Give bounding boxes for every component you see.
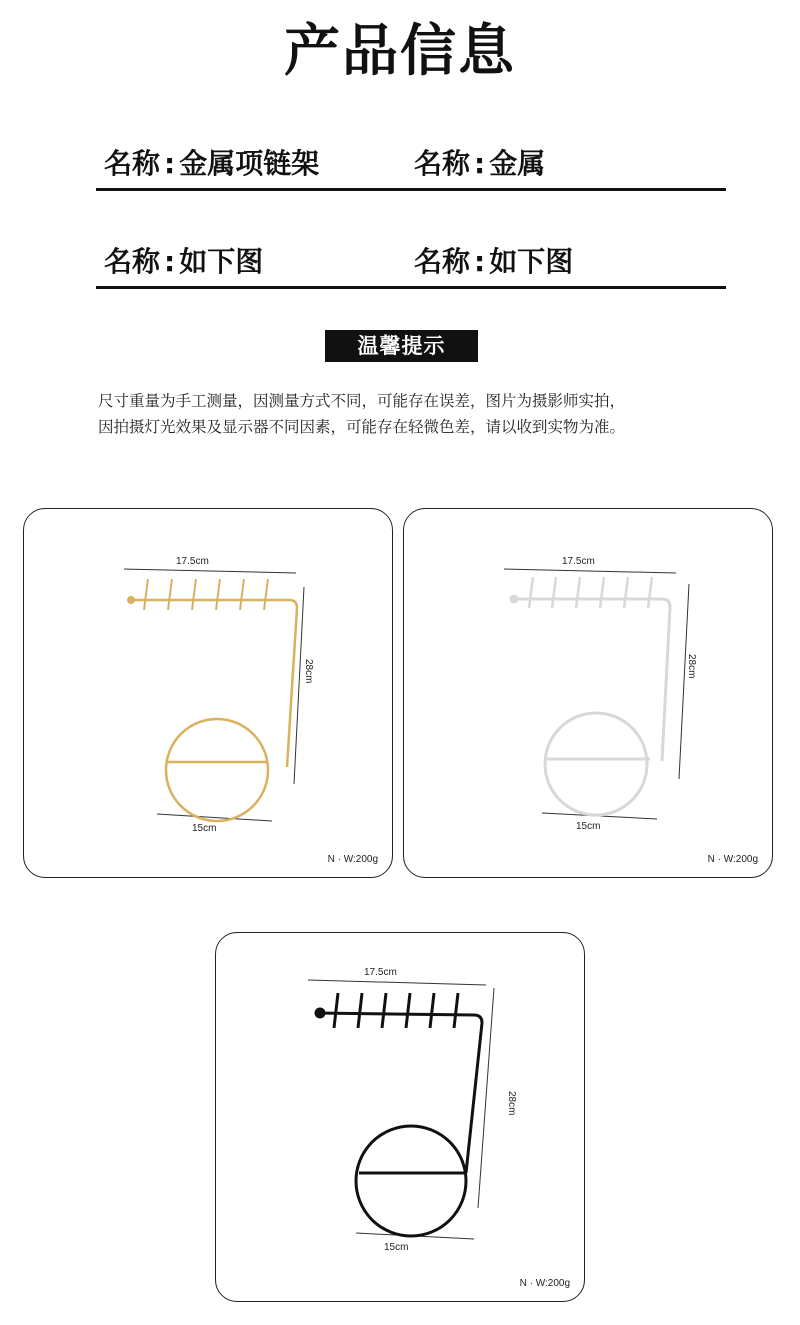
info-cell-material [414,144,545,184]
height-dimension [478,988,517,1208]
width-label: 17.5cm [176,556,209,567]
info-label: 名称 [414,245,471,278]
necklace-stand-illustration [404,509,774,879]
notice-text [98,388,738,440]
necklace-stand-illustration [216,933,586,1303]
net-weight: N · W:200g [707,854,758,865]
width-label: 17.5cm [364,967,397,978]
tip-badge: 温馨提示 [325,330,478,362]
info-value: 如下图 [179,245,264,278]
info-cell-name [104,144,319,184]
info-separator: : [164,245,176,278]
notice-line-2: 因拍摄灯光效果及显示器不同因素，可能存在轻微色差，请以收到实物为准。 [98,418,626,436]
width-dimension [124,556,296,573]
product-card-gold [23,508,393,878]
height-dimension [679,584,697,779]
stand-frame [128,579,298,821]
net-weight: N · W:200g [327,854,378,865]
info-value: 金属 [489,147,546,180]
net-weight: N · W:200g [519,1278,570,1289]
info-separator: : [164,147,176,180]
necklace-stand-illustration [24,509,394,879]
height-label: 28cm [506,1091,517,1116]
info-label: 名称 [104,147,161,180]
width-dimension [504,556,676,573]
product-card-white [403,508,773,878]
height-label: 28cm [303,659,314,684]
info-label: 名称 [104,245,161,278]
stand-frame [315,993,482,1236]
base-dimension [157,814,272,834]
base-label: 15cm [576,821,601,832]
info-separator: : [474,245,486,278]
info-row-2 [96,238,726,289]
info-label: 名称 [414,147,471,180]
info-value: 如下图 [489,245,574,278]
info-value: 金属项链架 [179,147,320,180]
info-cell-size [104,242,263,282]
stand-frame [510,577,670,815]
notice-line-1: 尺寸重量为手工测量，因测量方式不同，可能存在误差，图片为摄影师实拍， [98,392,626,410]
base-label: 15cm [384,1242,409,1253]
info-cell-color [414,242,573,282]
info-row-1 [96,140,726,191]
width-dimension [308,967,486,985]
page-title: 产品信息 [284,19,516,84]
product-card-black [215,932,585,1302]
info-separator: : [474,147,486,180]
base-label: 15cm [192,823,217,834]
height-label: 28cm [686,654,697,679]
width-label: 17.5cm [562,556,595,567]
